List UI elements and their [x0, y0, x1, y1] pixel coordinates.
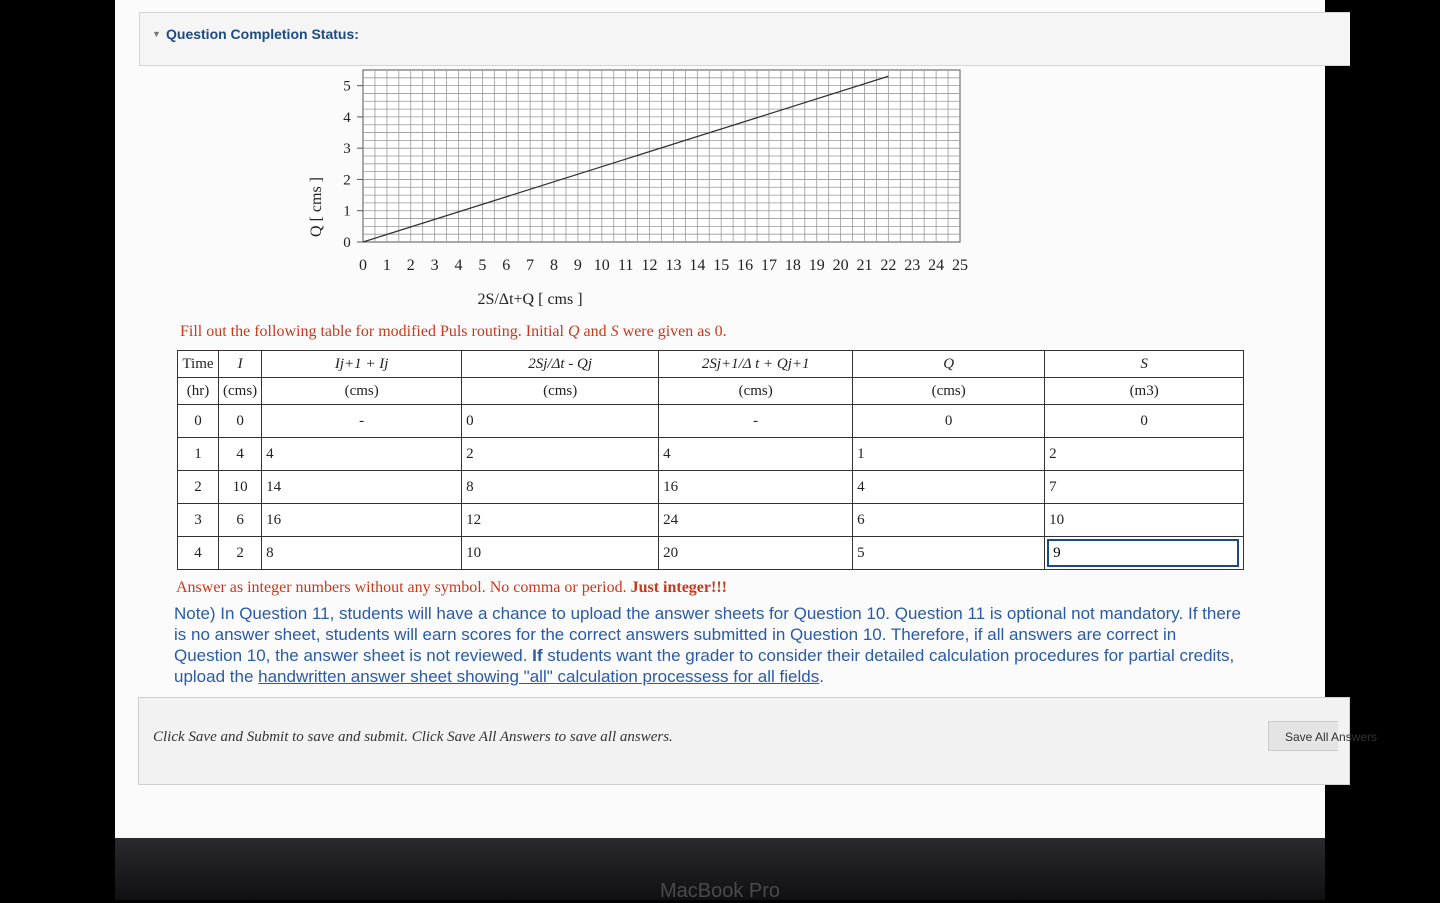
header-2s-plus-q: 2Sj+1/Δ t + Qj+1	[659, 351, 853, 378]
upload-note	[174, 603, 1244, 687]
answer-input-2s-minus-q[interactable]: 10	[462, 537, 659, 570]
header-inflow: I	[219, 351, 262, 378]
browser-screen	[115, 0, 1378, 838]
cell-2s-plus-q: -	[659, 405, 853, 438]
note-bold: If	[532, 646, 543, 665]
answer-input-storage-active[interactable]	[1047, 539, 1239, 567]
instruction-s: S	[610, 323, 619, 340]
table-units-row	[178, 378, 1244, 405]
answer-input-storage[interactable]: 7	[1045, 471, 1244, 504]
cell-time: 1	[178, 438, 219, 471]
puls-routing-table	[177, 350, 1244, 570]
header-2s-minus-q: 2Sj/Δt - Qj	[462, 351, 659, 378]
answer-note-bold: Just integer!!!	[630, 579, 727, 596]
x-tick-label: 14	[689, 257, 706, 274]
answer-input-outflow[interactable]: 1	[853, 438, 1045, 471]
x-tick-label: 19	[808, 257, 825, 274]
answer-input-sum[interactable]: 8	[262, 537, 462, 570]
header-outflow: Q	[853, 351, 1045, 378]
y-axis-label: Q [ cms ]	[308, 177, 325, 237]
y-tick-label: 3	[343, 141, 351, 158]
x-tick-label: 24	[928, 257, 945, 274]
x-tick-label: 21	[856, 257, 873, 274]
x-tick-label: 0	[359, 257, 367, 274]
x-tick-label: 3	[430, 257, 439, 274]
x-tick-label: 17	[760, 257, 777, 274]
cell-outflow: 0	[853, 405, 1045, 438]
answer-input-2s-plus-q[interactable]: 24	[659, 504, 853, 537]
outflow-storage-chart	[185, 62, 968, 312]
x-tick-label: 25	[952, 257, 968, 274]
x-tick-label: 2	[406, 257, 415, 274]
answer-input-2s-minus-q[interactable]: 8	[462, 471, 659, 504]
y-tick-label: 2	[343, 172, 351, 189]
cell-time: 3	[178, 504, 219, 537]
answer-input-sum[interactable]: 16	[262, 504, 462, 537]
y-tick-labels	[343, 79, 363, 251]
submit-instruction: Click Save and Submit to save and submit. Click Save All Answers to save all answers.	[153, 729, 673, 745]
cell-time: 0	[178, 405, 219, 438]
answer-input-sum[interactable]: 14	[262, 471, 462, 504]
header-inflow-sum: Ij+1 + Ij	[262, 351, 462, 378]
cell-inflow: 4	[219, 438, 262, 471]
instruction-prefix: Fill out the following table for modified Puls routing. Initial	[180, 323, 568, 340]
y-tick-label: 4	[343, 109, 351, 126]
x-tick-label: 16	[737, 257, 754, 274]
x-tick-label: 12	[641, 257, 658, 274]
note-part1: Note) In Question 11, students will have a chance to upload the answer sheets for Question 10. Question 11 is optional not mandatory. If there is no answer sheet, students will earn scores for the correct answers submitted in Question 10. Therefore, if all answers are correct in Question 10, the answer sheet is not reviewed.	[174, 604, 1241, 665]
answer-input-2s-plus-q[interactable]: 20	[659, 537, 853, 570]
cell-inflow: 0	[219, 405, 262, 438]
header-time: Time	[178, 351, 219, 378]
answer-input-2s-plus-q[interactable]: 16	[659, 471, 853, 504]
header-storage: S	[1045, 351, 1244, 378]
table-row	[178, 471, 1244, 504]
answer-sheet-link[interactable]: handwritten answer sheet showing "all" calculation processess for all fields	[258, 667, 820, 686]
unit-outflow: (cms)	[853, 378, 1045, 405]
table-row	[178, 438, 1244, 471]
save-all-answers-button[interactable]: Save All Answers	[1268, 721, 1338, 751]
x-tick-label: 20	[832, 257, 849, 274]
submit-panel	[138, 697, 1350, 785]
note-end: .	[819, 667, 824, 686]
x-tick-label: 23	[904, 257, 921, 274]
answer-format-note	[176, 579, 727, 597]
table-row	[178, 537, 1244, 570]
chart-grid	[363, 70, 960, 242]
answer-input-storage-cell	[1045, 537, 1244, 570]
instruction-q: Q	[567, 323, 580, 340]
unit-2s-plus-q: (cms)	[659, 378, 853, 405]
status-title: Question Completion Status:	[166, 26, 359, 42]
answer-input-sum[interactable]: 4	[262, 438, 462, 471]
cell-inflow: 10	[219, 471, 262, 504]
answer-input-outflow[interactable]: 5	[853, 537, 1045, 570]
table-row	[178, 504, 1244, 537]
table-row-initial	[178, 405, 1244, 438]
x-tick-label: 1	[382, 257, 391, 274]
answer-input-outflow[interactable]: 4	[853, 471, 1045, 504]
table-header-row	[178, 351, 1244, 378]
x-tick-label: 15	[713, 257, 730, 274]
cell-inflow: 6	[219, 504, 262, 537]
x-tick-label: 6	[502, 257, 511, 274]
answer-input-2s-minus-q[interactable]: 2	[462, 438, 659, 471]
cell-inflow-sum: -	[262, 405, 462, 438]
unit-storage: (m3)	[1045, 378, 1244, 405]
instruction-suffix: were given as 0.	[618, 323, 727, 340]
unit-2s-minus-q: (cms)	[462, 378, 659, 405]
unit-time: (hr)	[178, 378, 219, 405]
x-tick-labels	[359, 257, 968, 274]
answer-input-2s-minus-q[interactable]: 12	[462, 504, 659, 537]
answer-input-2s-plus-q[interactable]: 4	[659, 438, 853, 471]
x-tick-label: 18	[784, 257, 801, 274]
y-tick-label: 5	[343, 78, 351, 95]
cell-inflow: 2	[219, 537, 262, 570]
device-label: MacBook Pro	[659, 880, 781, 902]
x-tick-label: 11	[617, 257, 634, 274]
cell-time: 4	[178, 537, 219, 570]
answer-note-text: Answer as integer numbers without any symbol. No comma or period.	[176, 579, 631, 596]
x-axis-label: 2S/Δt+Q [ cms ]	[477, 291, 583, 308]
instruction-text	[180, 323, 727, 341]
y-tick-label: 1	[343, 203, 351, 220]
unit-inflow: (cms)	[219, 378, 262, 405]
x-tick-label: 9	[573, 257, 582, 274]
collapse-triangle-icon[interactable]: ▼	[152, 29, 161, 39]
note-part2: students want the grader to consider their detailed calculation procedures for partial credits, upload the	[174, 646, 1235, 686]
y-tick-label: 0	[343, 235, 351, 251]
answer-input-outflow[interactable]: 6	[853, 504, 1045, 537]
x-tick-label: 10	[593, 257, 610, 274]
unit-inflow-sum: (cms)	[262, 378, 462, 405]
answer-input-storage[interactable]: 2	[1045, 438, 1244, 471]
answer-input-storage[interactable]: 10	[1045, 504, 1244, 537]
x-tick-label: 4	[454, 257, 463, 274]
question-completion-status-bar[interactable]	[139, 12, 1350, 66]
x-tick-label: 13	[665, 257, 682, 274]
instruction-and: and	[579, 323, 611, 340]
x-tick-label: 7	[526, 257, 535, 274]
cell-time: 2	[178, 471, 219, 504]
cell-2s-minus-q: 0	[462, 405, 659, 438]
x-tick-label: 22	[880, 257, 897, 274]
x-tick-label: 5	[478, 257, 487, 274]
laptop-bezel	[115, 838, 1325, 900]
cell-storage: 0	[1045, 405, 1244, 438]
x-tick-label: 8	[550, 257, 559, 274]
